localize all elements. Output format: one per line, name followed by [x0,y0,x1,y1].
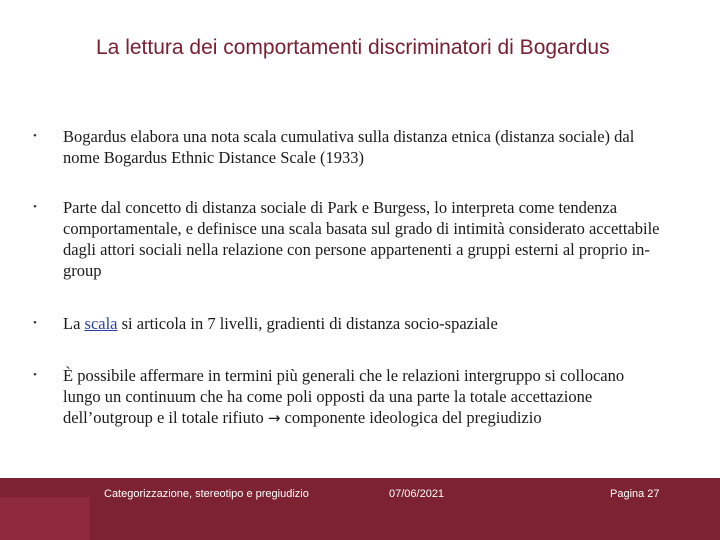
slide-title: La lettura dei comportamenti discriminatori di Bogardus [96,36,610,59]
scala-link[interactable]: scala [84,314,118,333]
bullet-text [63,365,663,429]
bullet-text-start: È possibile affermare in termini più generali che le relazioni intergruppo si collocano lungo un continuum che ha come poli opposti da una parte la totale accettazione dell’outgroup e il totale rifiuto [63,366,625,427]
footer-date: 07/06/2021 [389,488,445,500]
bullet-text: Parte dal concetto di distanza sociale di Park e Burgess, lo interpreta come tendenza comportamentale, e definisce una scala basata sul grado di intimità considerato accettabile dagli attori sociali nella relazione con persone appartenenti a gruppi esterni al proprio in-group [63,198,660,280]
arrow-right-icon: → [267,409,281,427]
bullet-text [63,313,663,334]
footer-course-title: Categorizzazione, stereotipo e pregiudizio [104,488,309,500]
bullet-text-end: si articola in 7 livelli, gradienti di distanza socio-spaziale [117,314,498,333]
bullet-text-start: La [63,314,85,333]
bullet-text: Bogardus elabora una nota scala cumulativa sulla distanza etnica (distanza sociale) dal nome Bogardus Ethnic Distance Scale (1933) [63,127,635,167]
footer-accent [0,497,90,540]
bullet-marker: • [33,369,37,381]
bullet-marker: • [33,317,37,329]
footer-bar [0,478,720,540]
footer-page-number: Pagina 27 [610,488,660,500]
bullet-text-end: componente ideologica del pregiudizio [280,408,542,427]
bullet-marker: • [33,130,37,142]
bullet-marker: • [33,201,37,213]
